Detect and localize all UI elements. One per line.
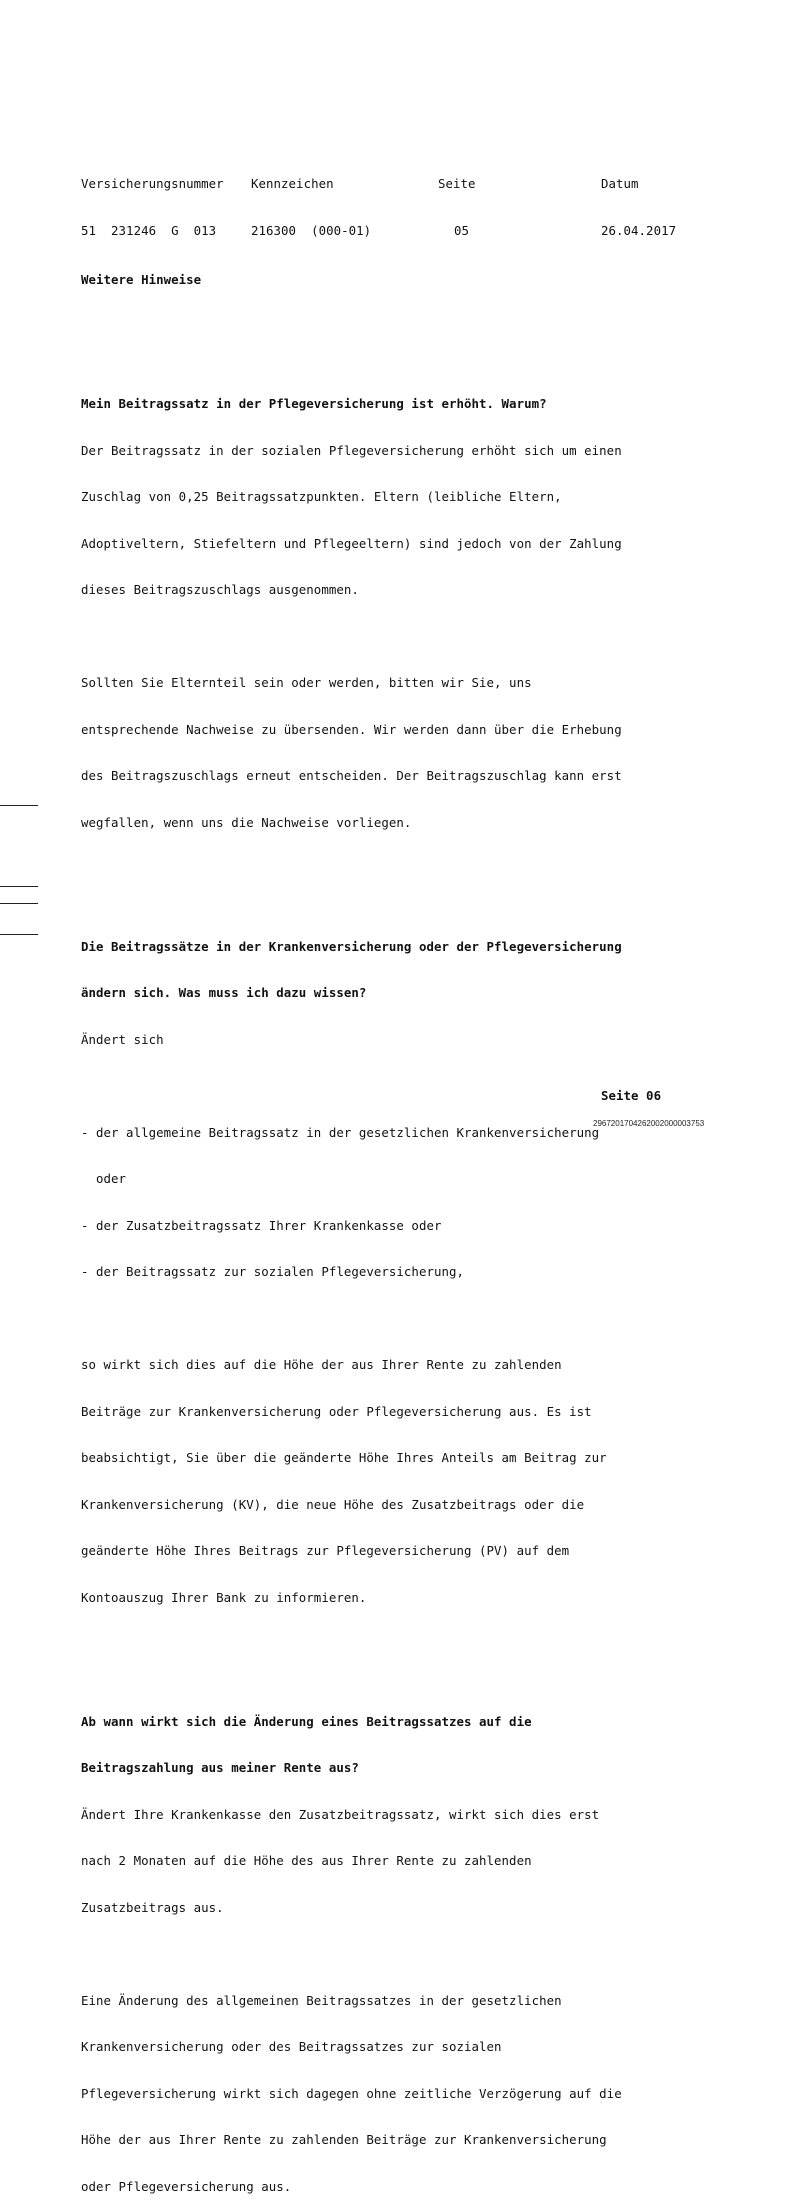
paragraph-line: dieses Beitragszuschlags ausgenommen. [81, 582, 359, 597]
paragraph-line: Ändert Ihre Krankenkasse den Zusatzbeitragssatz, wirkt sich dies erst [81, 1806, 600, 1822]
section-title: Weitere Hinweise [81, 272, 202, 287]
paragraph-line: Beiträge zur Krankenversicherung oder Pflegeversicherung aus. Es ist [81, 1403, 592, 1419]
margin-mark [0, 886, 38, 887]
paragraph-line: Ändert sich [81, 1031, 164, 1047]
datum-label: Datum [601, 176, 639, 191]
paragraph-line: oder Pflegeversicherung aus. [81, 2178, 292, 2194]
list-item: oder [81, 1171, 127, 1186]
paragraph-line: Der Beitragssatz in der sozialen Pflegeversicherung erhöht sich um einen [81, 442, 622, 458]
paragraph-line: Krankenversicherung oder des Beitragssatzes zur sozialen [81, 2039, 502, 2054]
question-heading: Mein Beitragssatz in der Pflegeversicherung ist erhöht. Warum? [81, 396, 547, 411]
datum-value: 26.04.2017 [601, 222, 677, 238]
paragraph-line: Höhe der aus Ihrer Rente zu zahlenden Beiträge zur Krankenversicherung [81, 2132, 607, 2147]
header-kennzeichen [251, 145, 371, 254]
seite-value: 05 [454, 222, 470, 238]
versicherungsnummer-label: Versicherungsnummer [81, 176, 224, 191]
paragraph-line: Eine Änderung des allgemeinen Beitragssatzes in der gesetzlichen [81, 1992, 562, 2008]
header-seite [438, 145, 476, 254]
paragraph-line: Krankenversicherung (KV), die neue Höhe des Zusatzbeitrags oder die [81, 1496, 585, 1512]
document-body [81, 241, 721, 2210]
paragraph-line: Adoptiveltern, Stiefeltern und Pflegeeltern) sind jedoch von der Zahlung [81, 535, 622, 551]
question-heading: Ab wann wirkt sich die Änderung eines Beitragssatzes auf die [81, 1713, 532, 1729]
paragraph-line: Kontoauszug Ihrer Bank zu informieren. [81, 1589, 367, 1605]
footer-page-number: Seite 06 [601, 1088, 662, 1103]
question-heading: Die Beitragssätze in der Krankenversicherung oder der Pflegeversicherung [81, 938, 622, 954]
paragraph-line: wegfallen, wenn uns die Nachweise vorliegen. [81, 814, 412, 830]
paragraph-line: entsprechende Nachweise zu übersenden. Wir werden dann über die Erhebung [81, 721, 622, 737]
question-heading: Beitragszahlung aus meiner Rente aus? [81, 1760, 359, 1775]
paragraph-line: nach 2 Monaten auf die Höhe des aus Ihrer Rente zu zahlenden [81, 1853, 532, 1868]
list-item: - der Zusatzbeitragssatz Ihrer Krankenkasse oder [81, 1217, 442, 1233]
footer-barcode-text: 2967201704262002000003753 [593, 1119, 705, 1128]
list-item: - der allgemeine Beitragssatz in der gesetzlichen Krankenversicherung [81, 1124, 600, 1140]
list-item: - der Beitragssatz zur sozialen Pflegeversicherung, [81, 1264, 464, 1279]
header-datum [601, 145, 676, 254]
paragraph-line: so wirkt sich dies auf die Höhe der aus Ihrer Rente zu zahlenden [81, 1357, 562, 1372]
margin-mark [0, 805, 38, 806]
paragraph-line: Sollten Sie Elternteil sein oder werden, bitten wir Sie, uns [81, 675, 532, 690]
paragraph-line: Pflegeversicherung wirkt sich dagegen ohne zeitliche Verzögerung auf die [81, 2085, 622, 2101]
paragraph-line: geänderte Höhe Ihres Beitrags zur Pflegeversicherung (PV) auf dem [81, 1543, 570, 1558]
margin-mark [0, 903, 38, 904]
versicherungsnummer-value: 51 231246 G 013 [81, 222, 217, 238]
seite-label: Seite [438, 176, 476, 191]
paragraph-line: Zuschlag von 0,25 Beitragssatzpunkten. Eltern (leibliche Eltern, [81, 489, 562, 504]
kennzeichen-label: Kennzeichen [251, 176, 334, 191]
paragraph-line: des Beitragszuschlags erneut entscheiden. Der Beitragszuschlag kann erst [81, 768, 622, 783]
header-versicherungsnummer [81, 145, 224, 254]
margin-mark [0, 934, 38, 935]
paragraph-line: beabsichtigt, Sie über die geänderte Höhe Ihres Anteils am Beitrag zur [81, 1450, 607, 1465]
question-heading: ändern sich. Was muss ich dazu wissen? [81, 985, 367, 1000]
kennzeichen-value: 216300 (000-01) [251, 222, 372, 238]
paragraph-line: Zusatzbeitrags aus. [81, 1899, 224, 1915]
